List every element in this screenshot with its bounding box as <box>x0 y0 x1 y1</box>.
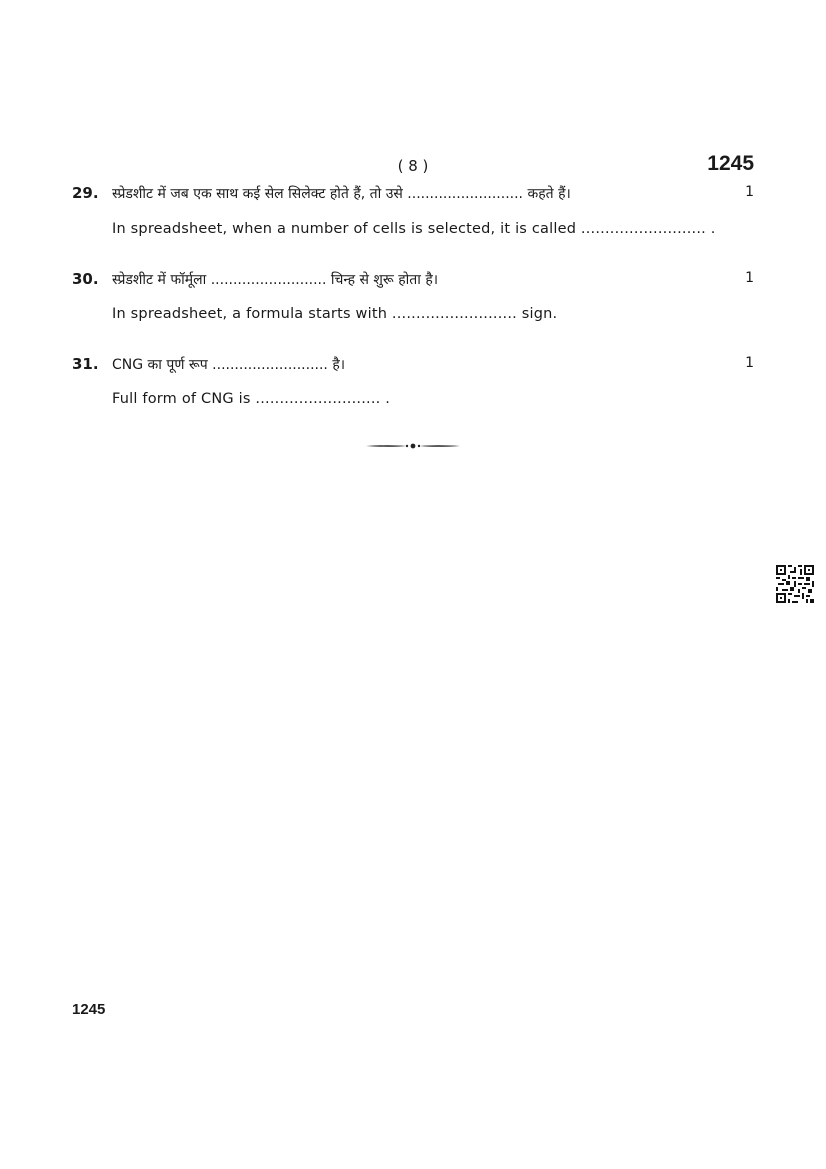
question-marks: 1 <box>745 355 754 371</box>
question-marks: 1 <box>745 184 754 200</box>
question-english-text: In spreadsheet, a formula starts with .......................... sign. <box>112 306 558 322</box>
question-hindi-text: स्प्रेडशीट में फॉर्मूला .......................... चिन्ह से शुरू होता है। <box>112 272 439 288</box>
question-number: 29. <box>72 184 99 202</box>
page-number: ( 8 ) <box>397 157 429 175</box>
question-29 <box>72 184 754 237</box>
question-english-text: In spreadsheet, when a number of cells is selected, it is called .......................... . <box>112 221 716 237</box>
question-hindi-text: CNG का पूर्ण रूप .......................... है। <box>112 357 346 373</box>
question-english-text: Full form of CNG is .......................... . <box>112 391 391 407</box>
qr-code-icon <box>776 565 814 603</box>
question-31 <box>72 355 754 407</box>
paper-code-footer: 1245 <box>72 1001 106 1018</box>
question-number: 30. <box>72 270 99 288</box>
paper-code-header: 1245 <box>707 152 754 175</box>
question-number: 31. <box>72 355 99 373</box>
question-marks: 1 <box>745 270 754 286</box>
question-30 <box>72 270 754 322</box>
question-hindi-text: स्प्रेडशीट में जब एक साथ कई सेल सिलेक्ट होते हैं, तो उसे .......................... कहते हैं। <box>112 186 571 202</box>
ornamental-divider-icon <box>366 440 460 452</box>
